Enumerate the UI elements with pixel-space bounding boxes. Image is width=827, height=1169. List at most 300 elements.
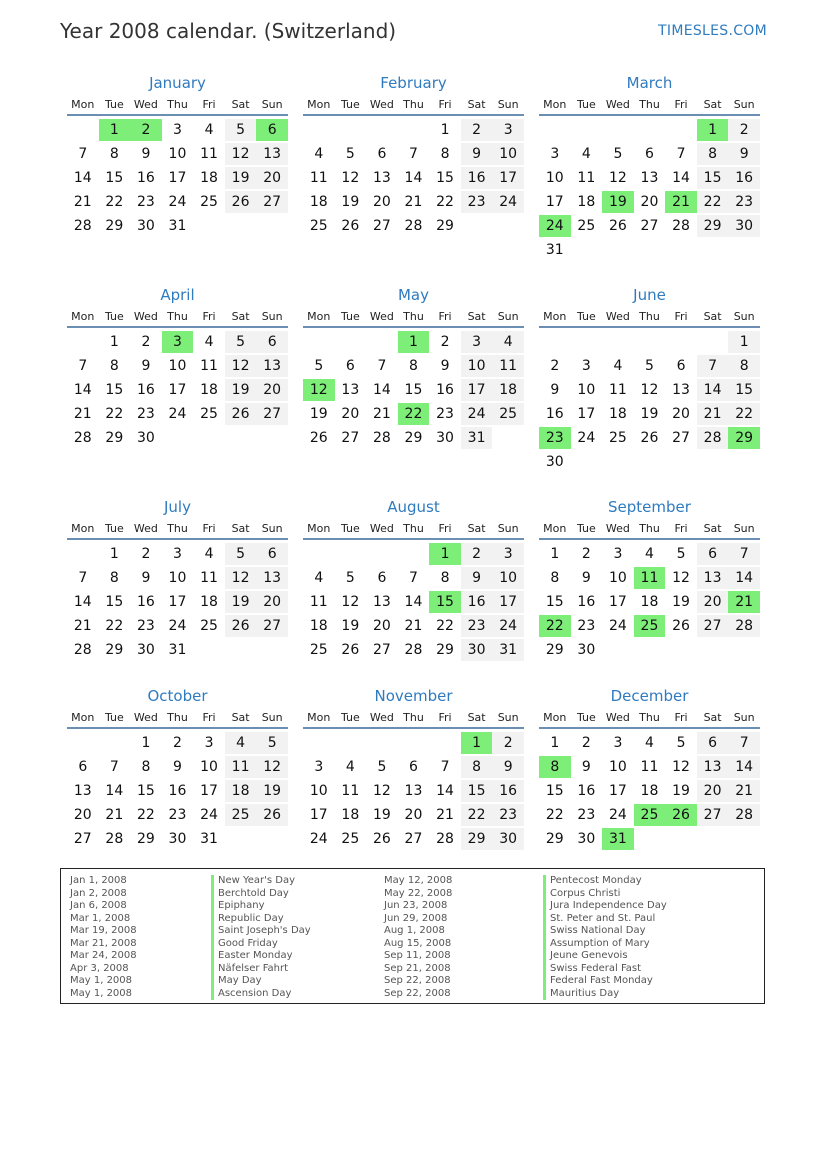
day-cell: 14 [672, 170, 690, 186]
holiday-date: Sep 22, 2008 [384, 987, 451, 999]
day-cell: 9 [581, 570, 591, 586]
empty-cell [634, 239, 666, 261]
weekday-label: Tue [576, 711, 596, 724]
day-cell: 8 [550, 570, 560, 586]
holiday-day-cell: 15 [429, 591, 461, 613]
weekday-label: Wed [369, 98, 394, 111]
day-cell: 3 [613, 546, 623, 562]
day-cell: 25 [225, 804, 257, 826]
empty-cell [492, 427, 524, 449]
week-row [539, 354, 760, 378]
day-cell: 6 [377, 570, 387, 586]
holiday-date: May 1, 2008 [70, 987, 133, 999]
holiday-day-cell: 1 [99, 119, 131, 141]
weekday-label: Wed [133, 310, 158, 323]
weekday-header [539, 708, 760, 729]
day-cell: 22 [136, 807, 155, 823]
day-cell: 17 [608, 783, 627, 799]
week-row [303, 330, 524, 354]
week-row [67, 542, 288, 566]
holiday-dates-column-1 [70, 875, 137, 1000]
empty-cell [193, 639, 225, 661]
day-cell: 8 [461, 756, 493, 778]
day-cell: 7 [78, 570, 88, 586]
day-cell: 12 [672, 570, 690, 586]
empty-cell [634, 331, 666, 353]
weekday-label: Thu [639, 310, 660, 323]
day-cell: 30 [728, 215, 760, 237]
day-cell: 7 [440, 759, 450, 775]
day-cell: 27 [697, 615, 729, 637]
week-row [303, 755, 524, 779]
day-cell: 24 [577, 430, 596, 446]
weekday-label: Mon [307, 98, 331, 111]
month-name: February [380, 74, 447, 92]
day-cell: 21 [697, 403, 729, 425]
day-cell: 24 [608, 807, 627, 823]
weekday-label: Wed [133, 98, 158, 111]
weekday-label: Mon [543, 98, 567, 111]
empty-cell [398, 543, 430, 565]
day-cell: 19 [672, 783, 690, 799]
weekday-label: Thu [639, 98, 660, 111]
day-cell: 4 [204, 334, 214, 350]
day-cell: 20 [697, 591, 729, 613]
day-cell: 2 [461, 119, 493, 141]
day-cell: 29 [545, 831, 564, 847]
day-cell: 6 [409, 759, 418, 775]
holiday-name: Swiss National Day [543, 925, 667, 938]
month-name: April [160, 286, 195, 304]
day-cell: 15 [105, 594, 124, 610]
weekday-label: Sun [733, 98, 755, 111]
weekday-label: Fri [438, 310, 452, 323]
weekday-header [539, 95, 760, 116]
holiday-day-cell: 8 [539, 756, 571, 778]
weekday-label: Wed [605, 711, 630, 724]
day-cell: 19 [640, 406, 659, 422]
weekday-label: Wed [369, 522, 394, 535]
week-row [67, 614, 288, 638]
week-row [303, 779, 524, 803]
day-cell: 13 [256, 355, 288, 377]
weekday-header [303, 708, 524, 729]
week-row [67, 402, 288, 426]
week-row [539, 378, 760, 402]
weekday-label: Sun [733, 711, 755, 724]
day-cell: 29 [105, 430, 124, 446]
week-row [67, 142, 288, 166]
day-cell: 14 [73, 170, 92, 186]
day-cell: 14 [404, 594, 423, 610]
day-cell: 7 [409, 146, 418, 162]
weekday-label: Mon [71, 98, 95, 111]
empty-cell [634, 119, 666, 141]
empty-cell [634, 828, 666, 850]
empty-cell [728, 451, 760, 473]
empty-cell [335, 543, 367, 565]
weekday-label: Wed [605, 522, 630, 535]
day-cell: 12 [640, 382, 659, 398]
day-cell: 28 [728, 804, 760, 826]
weekday-label: Mon [71, 711, 95, 724]
day-cell: 20 [697, 780, 729, 802]
day-cell: 21 [73, 406, 92, 422]
holiday-date: Jun 29, 2008 [384, 912, 448, 924]
day-cell: 14 [73, 382, 92, 398]
weekday-label: Thu [639, 711, 660, 724]
day-cell: 18 [200, 594, 218, 610]
empty-cell [193, 427, 225, 449]
holiday-day-cell: 29 [728, 427, 760, 449]
day-cell: 24 [309, 831, 328, 847]
day-cell: 1 [550, 735, 560, 751]
month-name: May [397, 286, 429, 304]
day-cell: 24 [608, 618, 627, 634]
holiday-day-cell: 31 [602, 828, 634, 850]
weekday-label: Tue [576, 522, 596, 535]
month-march [539, 72, 760, 262]
empty-cell [67, 543, 99, 565]
holiday-names-column-2 [543, 875, 667, 1000]
week-row [303, 614, 524, 638]
weekday-header [67, 307, 288, 328]
holiday-date: Jan 6, 2008 [70, 900, 127, 911]
day-cell: 26 [256, 804, 288, 826]
day-cell: 22 [105, 406, 124, 422]
weekday-label: Thu [167, 522, 188, 535]
week-row [67, 731, 288, 755]
day-cell: 15 [545, 783, 564, 799]
day-cell: 31 [200, 831, 218, 847]
holiday-name: Assumption of Mary [543, 938, 667, 951]
week-row [67, 638, 288, 662]
month-june [539, 284, 760, 474]
empty-cell [335, 331, 367, 353]
day-cell: 19 [309, 406, 328, 422]
empty-cell [225, 215, 257, 237]
empty-cell [366, 331, 398, 353]
day-cell: 16 [136, 170, 155, 186]
day-cell: 22 [436, 618, 454, 634]
day-cell: 6 [676, 358, 686, 374]
week-row [539, 450, 760, 474]
day-cell: 7 [676, 146, 686, 162]
day-cell: 8 [141, 759, 151, 775]
day-cell: 9 [581, 759, 591, 775]
week-row [303, 142, 524, 166]
week-row [539, 238, 760, 262]
empty-cell [665, 331, 697, 353]
day-cell: 13 [256, 143, 288, 165]
day-cell: 4 [492, 331, 524, 353]
weekday-label: Sat [703, 711, 722, 724]
day-cell: 18 [640, 783, 659, 799]
weekday-label: Sun [497, 98, 519, 111]
empty-cell [225, 639, 257, 661]
day-cell: 26 [309, 430, 328, 446]
site-link[interactable]: TIMESLES.COM [658, 23, 767, 39]
day-cell: 18 [309, 618, 328, 634]
weekday-label: Wed [133, 522, 158, 535]
weekday-header [67, 95, 288, 116]
month-september [539, 496, 760, 662]
day-cell: 11 [577, 170, 596, 186]
day-cell: 13 [341, 382, 360, 398]
week-row [303, 166, 524, 190]
day-cell: 9 [550, 382, 560, 398]
empty-cell [665, 639, 697, 661]
month-december [539, 685, 760, 851]
day-cell: 3 [492, 543, 524, 565]
weekday-label: Sun [261, 711, 283, 724]
day-cell: 1 [550, 546, 560, 562]
day-cell: 27 [640, 218, 659, 234]
empty-cell [697, 639, 729, 661]
empty-cell [602, 331, 634, 353]
holiday-date: Mar 24, 2008 [70, 950, 137, 961]
day-cell: 15 [545, 594, 564, 610]
day-cell: 31 [168, 642, 187, 658]
day-cell: 13 [404, 783, 423, 799]
day-cell: 29 [697, 215, 729, 237]
day-cell: 9 [461, 143, 493, 165]
day-cell: 8 [109, 146, 119, 162]
month-january [67, 72, 288, 238]
holiday-date: Sep 21, 2008 [384, 962, 451, 974]
day-cell: 13 [256, 567, 288, 589]
day-cell: 19 [341, 194, 360, 210]
day-cell: 18 [608, 406, 627, 422]
day-cell: 29 [545, 642, 564, 658]
day-cell: 7 [109, 759, 119, 775]
holiday-date: Sep 11, 2008 [384, 950, 451, 961]
day-cell: 4 [645, 735, 654, 751]
day-cell: 11 [200, 358, 218, 374]
day-cell: 11 [309, 594, 328, 610]
day-cell: 20 [672, 406, 690, 422]
day-cell: 11 [492, 355, 524, 377]
week-row [67, 566, 288, 590]
month-february [303, 72, 524, 238]
day-cell: 19 [225, 167, 257, 189]
day-cell: 3 [550, 146, 560, 162]
weekday-label: Tue [104, 522, 124, 535]
empty-cell [256, 828, 288, 850]
day-cell: 4 [581, 146, 591, 162]
day-cell: 20 [372, 194, 391, 210]
day-cell: 3 [204, 735, 214, 751]
weekday-label: Sat [703, 98, 722, 111]
day-cell: 22 [728, 403, 760, 425]
week-row [539, 142, 760, 166]
empty-cell [303, 331, 335, 353]
holiday-name: Republic Day [211, 913, 311, 926]
weekday-label: Fri [438, 711, 452, 724]
week-row [539, 426, 760, 450]
weekday-label: Sat [231, 310, 250, 323]
empty-cell [728, 239, 760, 261]
week-row [67, 214, 288, 238]
day-cell: 16 [136, 594, 155, 610]
empty-cell [225, 427, 257, 449]
day-cell: 30 [136, 642, 155, 658]
holiday-list [60, 868, 765, 1004]
holiday-date: Jan 1, 2008 [70, 875, 127, 886]
day-cell: 9 [141, 146, 151, 162]
day-cell: 7 [409, 570, 418, 586]
day-cell: 26 [372, 831, 391, 847]
week-row [303, 214, 524, 238]
holiday-day-cell: 24 [539, 215, 571, 237]
day-cell: 10 [608, 570, 627, 586]
day-cell: 6 [697, 732, 729, 754]
week-row [67, 118, 288, 142]
day-cell: 25 [492, 403, 524, 425]
month-name: October [147, 687, 208, 705]
day-cell: 4 [314, 570, 324, 586]
day-cell: 20 [73, 807, 92, 823]
weekday-label: Fri [438, 522, 452, 535]
empty-cell [697, 331, 729, 353]
day-cell: 15 [461, 780, 493, 802]
day-cell: 10 [168, 358, 187, 374]
day-cell: 5 [225, 543, 257, 565]
week-row [67, 755, 288, 779]
weekday-label: Sun [733, 522, 755, 535]
day-cell: 29 [461, 828, 493, 850]
empty-cell [665, 239, 697, 261]
week-row [539, 214, 760, 238]
week-row [303, 426, 524, 450]
day-cell: 30 [461, 639, 493, 661]
month-name: January [149, 74, 206, 92]
day-cell: 2 [173, 735, 182, 751]
day-cell: 12 [341, 594, 360, 610]
day-cell: 21 [436, 807, 454, 823]
day-cell: 4 [345, 759, 355, 775]
weekday-label: Sat [703, 310, 722, 323]
day-cell: 10 [577, 382, 596, 398]
day-cell: 18 [577, 194, 596, 210]
weekday-label: Wed [605, 310, 630, 323]
weekday-header [67, 708, 288, 729]
empty-cell [256, 215, 288, 237]
empty-cell [67, 732, 99, 754]
week-row [67, 190, 288, 214]
day-cell: 17 [608, 594, 627, 610]
holiday-name: Jeune Genevois [543, 950, 667, 963]
holiday-date: May 1, 2008 [70, 975, 133, 986]
day-cell: 1 [109, 334, 119, 350]
day-cell: 28 [728, 615, 760, 637]
day-cell: 23 [136, 406, 155, 422]
day-cell: 21 [73, 618, 92, 634]
week-row [67, 827, 288, 851]
weekday-label: Thu [403, 522, 424, 535]
day-cell: 17 [492, 167, 524, 189]
day-cell: 25 [200, 618, 218, 634]
holiday-day-cell: 25 [634, 804, 666, 826]
day-cell: 5 [613, 146, 623, 162]
calendar-grid [67, 72, 760, 862]
week-row [539, 590, 760, 614]
day-cell: 29 [404, 430, 423, 446]
weekday-label: Mon [307, 310, 331, 323]
day-cell: 5 [645, 358, 654, 374]
day-cell: 25 [341, 831, 360, 847]
day-cell: 17 [168, 382, 187, 398]
day-cell: 20 [372, 618, 391, 634]
weekday-label: Fri [674, 711, 688, 724]
weekday-label: Thu [167, 310, 188, 323]
day-cell: 23 [461, 615, 493, 637]
day-cell: 18 [492, 379, 524, 401]
week-row [539, 731, 760, 755]
day-cell: 5 [225, 119, 257, 141]
day-cell: 23 [577, 618, 596, 634]
day-cell: 8 [440, 146, 450, 162]
day-cell: 28 [697, 427, 729, 449]
weekday-label: Thu [167, 711, 188, 724]
day-cell: 10 [608, 759, 627, 775]
day-cell: 14 [105, 783, 124, 799]
holiday-day-cell: 2 [130, 119, 162, 141]
day-cell: 23 [728, 191, 760, 213]
holiday-name: Berchtold Day [211, 888, 311, 901]
page-title: Year 2008 calendar. (Switzerland) [60, 19, 397, 43]
day-cell: 16 [577, 594, 596, 610]
week-row [67, 378, 288, 402]
day-cell: 13 [697, 756, 729, 778]
day-cell: 27 [256, 403, 288, 425]
day-cell: 11 [640, 759, 659, 775]
weekday-label: Mon [543, 711, 567, 724]
empty-cell [728, 639, 760, 661]
weekday-label: Wed [369, 711, 394, 724]
day-cell: 30 [168, 831, 187, 847]
holiday-day-cell: 11 [634, 567, 666, 589]
weekday-label: Thu [403, 98, 424, 111]
day-cell: 21 [372, 406, 391, 422]
day-cell: 2 [141, 334, 151, 350]
day-cell: 18 [640, 594, 659, 610]
empty-cell [728, 828, 760, 850]
holiday-day-cell: 1 [461, 732, 493, 754]
week-row [67, 803, 288, 827]
day-cell: 2 [581, 735, 591, 751]
day-cell: 25 [309, 218, 328, 234]
holiday-day-cell: 22 [539, 615, 571, 637]
day-cell: 28 [372, 430, 391, 446]
weekday-header [67, 519, 288, 540]
week-row [67, 330, 288, 354]
day-cell: 28 [105, 831, 124, 847]
weekday-label: Sun [733, 310, 755, 323]
day-cell: 26 [608, 218, 627, 234]
day-cell: 9 [141, 358, 151, 374]
day-cell: 12 [225, 567, 257, 589]
day-cell: 11 [200, 570, 218, 586]
day-cell: 4 [204, 546, 214, 562]
weekday-label: Tue [340, 98, 360, 111]
holiday-name: St. Peter and St. Paul [543, 913, 667, 926]
day-cell: 3 [314, 759, 324, 775]
day-cell: 12 [225, 143, 257, 165]
empty-cell [697, 239, 729, 261]
day-cell: 7 [697, 355, 729, 377]
day-cell: 23 [136, 618, 155, 634]
